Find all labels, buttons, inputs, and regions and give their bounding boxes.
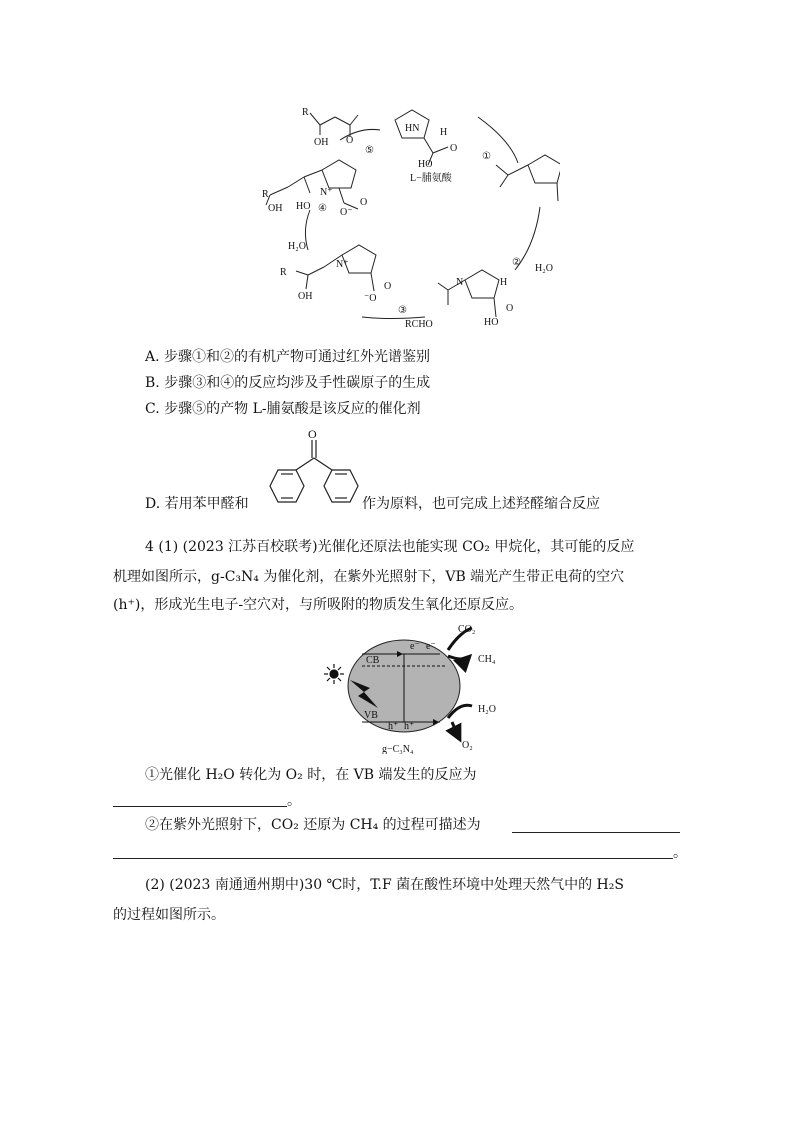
step3-label: ③ <box>398 305 407 316</box>
vb-label: VB <box>364 710 378 721</box>
svg-text:N: N <box>456 277 464 288</box>
option-c: C. 步骤⑤的产物 L-脯氨酸是该反应的催化剂 <box>145 401 421 417</box>
q4-sub2: ②在紫外光照射下，CO₂ 还原为 CH₄ 的过程可描述为 <box>145 817 481 833</box>
photocatalyst-diagram <box>322 622 512 754</box>
option-a: A. 步骤①和②的有机产物可通过红外光谱鉴别 <box>145 349 431 365</box>
vb-hole-1: h⁺ <box>388 721 399 732</box>
cb-label: CB <box>366 655 380 666</box>
svg-text:OH: OH <box>314 137 329 148</box>
svg-text:HO: HO <box>296 201 311 212</box>
svg-text:⁻O: ⁻O <box>364 293 377 304</box>
step1-label: ① <box>482 151 491 162</box>
answer-blank-2b[interactable] <box>113 858 673 859</box>
svg-text:O⁻: O⁻ <box>340 207 353 218</box>
q4-line1: 4 (1) (2023 江苏百校联考)光催化还原法也能实现 CO₂ 甲烷化，其可能的反应 <box>145 539 635 555</box>
svg-text:O: O <box>384 281 392 292</box>
svg-text:N⁺: N⁺ <box>336 259 349 270</box>
h2o-label: H₂O <box>478 704 496 715</box>
q4-sub1: ①光催化 H₂O 转化为 O₂ 时，在 VB 端发生的反应为 <box>145 767 477 783</box>
catalyst-label: L−脯氨酸 <box>410 173 452 184</box>
svg-text:HN: HN <box>405 123 420 134</box>
svg-text:H: H <box>500 277 508 288</box>
q4-sub1-end: 。 <box>287 793 301 809</box>
svg-text:HO: HO <box>418 159 433 170</box>
svg-text:R: R <box>262 189 269 200</box>
benzophenone-structure <box>268 428 362 512</box>
svg-text:R: R <box>280 267 287 278</box>
step4-reagent: H₂O <box>288 241 306 252</box>
svg-text:N⁺: N⁺ <box>320 187 333 198</box>
svg-text:H: H <box>440 127 448 138</box>
o2-label: O₂ <box>462 740 473 751</box>
answer-blank-2a[interactable] <box>512 832 680 833</box>
svg-text:OH: OH <box>268 203 283 214</box>
vb-hole-2: h⁺ <box>404 721 415 732</box>
svg-text:O: O <box>346 135 354 146</box>
svg-text:O: O <box>308 428 317 441</box>
co2-label: CO₂ <box>458 624 476 635</box>
catalyst-label-gc3n4: g−C₃N₄ <box>382 744 414 754</box>
svg-text:HO: HO <box>484 317 499 328</box>
ch4-label: CH₄ <box>478 654 496 665</box>
option-d-text-after: 作为原料，也可完成上述羟醛缩合反应 <box>362 496 600 512</box>
proline-aldol-cycle-scheme <box>240 95 560 335</box>
cb-electron-1: e⁻ <box>410 641 420 652</box>
answer-blank-1[interactable] <box>113 806 287 807</box>
q4-2-line2: 的过程如图所示。 <box>113 907 225 923</box>
svg-text:O: O <box>506 303 514 314</box>
svg-text:O: O <box>450 143 458 154</box>
q4-line2: 机理如图所示，g-C₃N₄ 为催化剂，在紫外光照射下，VB 端光产生带正电荷的空穴 <box>113 569 625 585</box>
q4-sub2-end: 。 <box>673 845 687 861</box>
q4-line3: (h⁺)，形成光生电子-空穴对，与所吸附的物质发生氧化还原反应。 <box>113 597 524 613</box>
step4-label: ④ <box>318 203 327 214</box>
step2-label: ② <box>512 257 521 268</box>
q4-2-line1: (2) (2023 南通通州期中)30 ℃时，T.F 菌在酸性环境中处理天然气中的 H₂S <box>145 877 624 893</box>
option-d-text-before: D. 若用苯甲醛和 <box>145 496 249 512</box>
svg-text:OH: OH <box>298 291 313 302</box>
step5-label: ⑤ <box>365 145 374 156</box>
cb-electron-2: e⁻ <box>426 641 436 652</box>
option-b: B. 步骤③和④的反应均涉及手性碳原子的生成 <box>145 375 431 391</box>
step3-reagent: RCHO <box>405 319 433 330</box>
step2-product: H₂O <box>535 263 553 274</box>
svg-text:R: R <box>302 107 309 118</box>
svg-text:O: O <box>360 197 368 208</box>
